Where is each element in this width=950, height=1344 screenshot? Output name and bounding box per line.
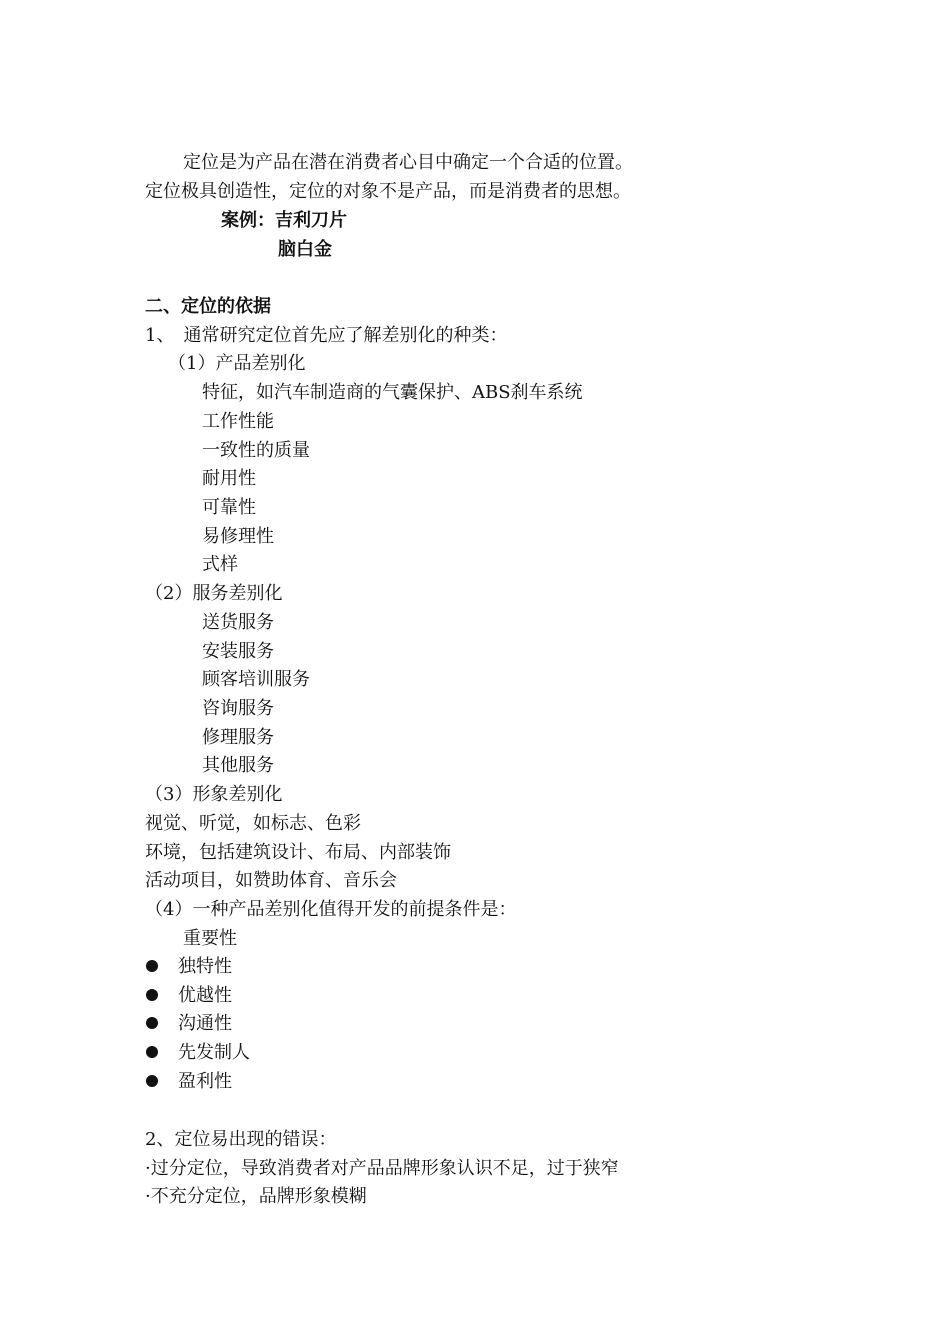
- list-item: 安装服务: [202, 641, 274, 662]
- bullet-item: 先发制人: [178, 1042, 250, 1063]
- bullet-item: 盈利性: [178, 1071, 232, 1092]
- premise-title: （4）一种产品差别化值得开发的前提条件是：: [145, 899, 517, 920]
- bullet-item: 沟通性: [178, 1013, 232, 1034]
- list-item: 易修理性: [202, 526, 274, 547]
- bullet-item: 独特性: [178, 956, 232, 977]
- list-item: 送货服务: [202, 612, 274, 633]
- bullet-icon: [146, 960, 158, 972]
- list-item: 其他服务: [202, 755, 274, 776]
- error-item: ·过分定位，导致消费者对产品品牌形象认识不足，过于狭窄: [145, 1158, 619, 1179]
- bullet-icon: [146, 1017, 158, 1029]
- case-item: 脑白金: [278, 239, 332, 260]
- point-1: 1、 通常研究定位首先应了解差别化的种类：: [145, 325, 508, 346]
- error-item: ·不充分定位，品牌形象模糊: [145, 1186, 367, 1207]
- service-diff-title: （2）服务差别化: [145, 583, 283, 604]
- point-2: 2、定位易出现的错误：: [145, 1129, 337, 1150]
- list-item: 工作性能: [202, 411, 274, 432]
- list-item: 顾客培训服务: [202, 669, 310, 690]
- list-item: 咨询服务: [202, 698, 274, 719]
- bullet-icon: [146, 989, 158, 1001]
- bullet-icon: [146, 1075, 158, 1087]
- product-diff-title: （1）产品差别化: [168, 353, 306, 374]
- image-diff-title: （3）形象差别化: [145, 784, 283, 805]
- premise-first: 重要性: [183, 928, 237, 949]
- list-item: 修理服务: [202, 727, 274, 748]
- case-label: 案例：吉利刀片: [221, 210, 347, 231]
- list-item: 特征，如汽车制造商的气囊保护、ABS刹车系统: [202, 382, 583, 403]
- list-item: 耐用性: [202, 468, 256, 489]
- list-item: 环境，包括建筑设计、布局、内部装饰: [145, 842, 451, 863]
- intro-line-2: 定位极具创造性，定位的对象不是产品，而是消费者的思想。: [145, 181, 631, 202]
- list-item: 视觉、听觉，如标志、色彩: [145, 813, 361, 834]
- bullet-item: 优越性: [178, 985, 232, 1006]
- list-item: 式样: [202, 554, 238, 575]
- intro-line-1: 定位是为产品在潜在消费者心目中确定一个合适的位置。: [183, 152, 633, 173]
- bullet-icon: [146, 1046, 158, 1058]
- list-item: 可靠性: [202, 497, 256, 518]
- list-item: 活动项目，如赞助体育、音乐会: [145, 870, 397, 891]
- section-heading: 二、定位的依据: [145, 296, 271, 317]
- list-item: 一致性的质量: [202, 440, 310, 461]
